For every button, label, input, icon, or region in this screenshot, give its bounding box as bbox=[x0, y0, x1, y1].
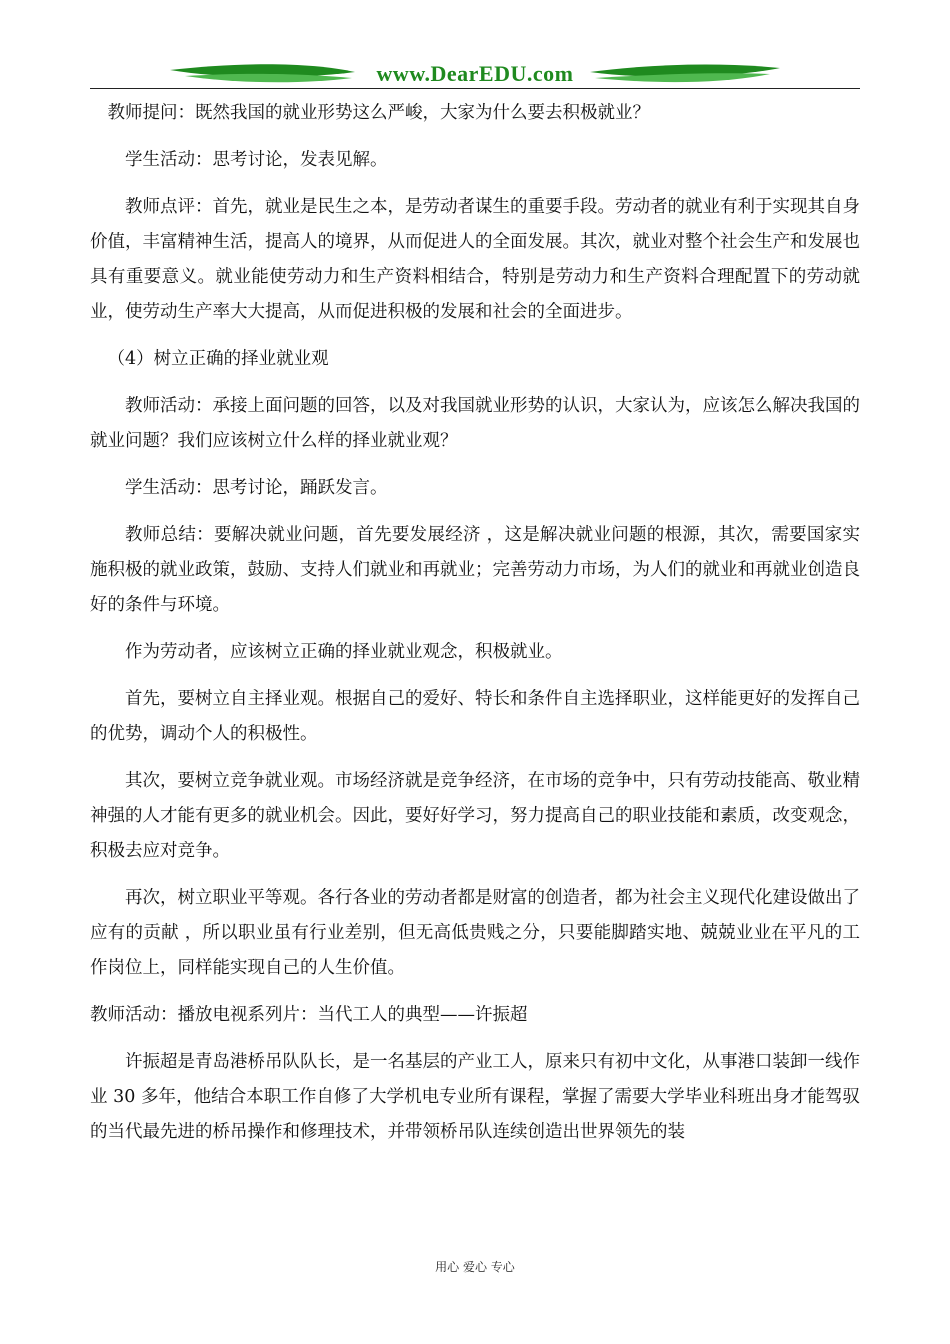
paragraph: 教师活动：播放电视系列片：当代工人的典型——许振超 bbox=[90, 1005, 528, 1025]
section-heading: （4）树立正确的择业就业观 bbox=[107, 349, 329, 369]
paragraph: 教师总结：要解决就业问题，首先要发展经济 ，这是解决就业问题的根源，其次，需要国家实施积极的就业政策，鼓励、支持人们就业和再就业；完善劳动力市场，为人们的就业和再就业创造良好的条件与环境。 bbox=[90, 525, 860, 615]
paragraph: 教师活动：承接上面问题的回答，以及对我国就业形势的认识，大家认为，应该怎么解决我国的就业问题？我们应该树立什么样的择业就业观？ bbox=[90, 396, 860, 451]
document-body bbox=[90, 96, 860, 1162]
header-divider bbox=[90, 88, 860, 89]
paragraph: 教师点评：首先，就业是民生之本，是劳动者谋生的重要手段。劳动者的就业有利于实现其自身价值，丰富精神生活，提高人的境界，从而促进人的全面发展。其次，就业对整个社会生产和发展也具有重要意义。就业能使劳动力和生产资料相结合，特别是劳动力和生产资料合理配置下的劳动就业，使劳动生产率大大提高，从而促进积极的发展和社会的全面进步。 bbox=[90, 197, 860, 322]
paragraph: 其次，要树立竞争就业观。市场经济就是竞争经济，在市场的竞争中，只有劳动技能高、敬业精神强的人才能有更多的就业机会。因此，要好好学习，努力提高自己的职业技能和素质，改变观念，积极去应对竞争。 bbox=[90, 771, 860, 861]
paragraph: 再次，树立职业平等观。各行各业的劳动者都是财富的创造者，都为社会主义现代化建设做出了应有的贡献 ，所以职业虽有行业差别，但无高低贵贱之分，只要能脚踏实地、兢兢业业在平凡的工作岗位上，同样能实现自己的人生价值。 bbox=[90, 888, 860, 978]
page-header bbox=[90, 58, 860, 90]
paragraph: 许振超是青岛港桥吊队队长，是一名基层的产业工人，原来只有初中文化，从事港口装卸一线作业 30 多年，他结合本职工作自修了大学机电专业所有课程，掌握了需要大学毕业科班出身才能驾驭的当代最先进的桥吊操作和修理技术，并带领桥吊队连续创造出世界领先的装 bbox=[90, 1052, 860, 1142]
paragraph: 学生活动：思考讨论，踊跃发言。 bbox=[125, 478, 388, 498]
paragraph: 学生活动：思考讨论，发表见解。 bbox=[125, 150, 388, 170]
paragraph: 首先，要树立自主择业观。根据自己的爱好、特长和条件自主选择职业，这样能更好的发挥自己的优势，调动个人的积极性。 bbox=[90, 689, 860, 744]
paragraph: 教师提问：既然我国的就业形势这么严峻，大家为什么要去积极就业？ bbox=[107, 103, 650, 123]
paragraph: 作为劳动者，应该树立正确的择业就业观念，积极就业。 bbox=[125, 642, 563, 662]
page-footer: 用心 爱心 专心 bbox=[435, 1260, 515, 1274]
site-logo-text: www.DearEDU.com bbox=[376, 61, 574, 86]
